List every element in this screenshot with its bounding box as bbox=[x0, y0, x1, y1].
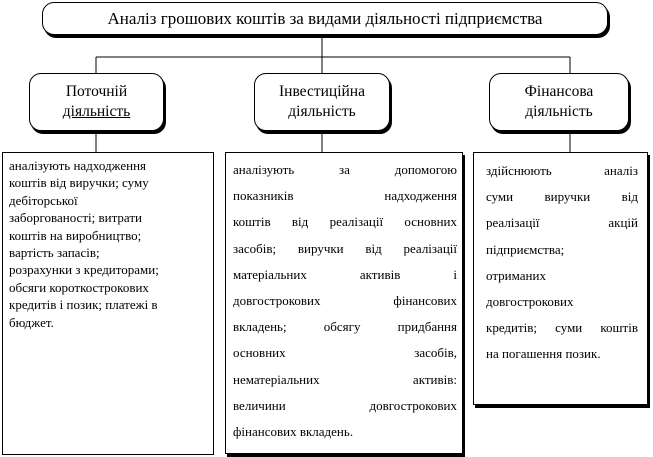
detail-investment-line: засобів; виручки від реалізації bbox=[233, 240, 457, 256]
detail-financial-line: здійснюють аналіз bbox=[486, 163, 638, 178]
detail-current-line: коштів на виробництво; bbox=[9, 227, 142, 243]
category-current-activity bbox=[29, 73, 164, 131]
detail-financial-line: на погашення позик. bbox=[486, 346, 601, 362]
detail-current-text bbox=[9, 157, 209, 331]
detail-investment-line: матеріальних активів і bbox=[233, 266, 457, 282]
category-current-line1: Поточній bbox=[65, 82, 128, 100]
detail-current-line: коштів від виручки; суму bbox=[9, 175, 149, 191]
detail-financial-line: кредитів; суми коштів bbox=[486, 320, 638, 336]
detail-current-line: обсяги короткострокових bbox=[9, 279, 149, 295]
detail-investment-line: величини довгострокових bbox=[233, 397, 457, 413]
category-investment-activity bbox=[254, 73, 390, 131]
detail-current-line: дебіторської bbox=[9, 192, 78, 208]
category-investment-line2: діяльність bbox=[288, 103, 356, 120]
detail-investment-line: коштів від реалізації основних bbox=[233, 214, 457, 230]
detail-investment-line: довгострокових фінансових bbox=[233, 293, 457, 309]
detail-current-line: розрахунки з кредиторами; bbox=[9, 262, 159, 278]
detail-investment-line: основних засобів, bbox=[233, 345, 457, 361]
detail-investment-line: фінансових вкладень. bbox=[233, 424, 354, 440]
detail-financial-line: суми виручки від bbox=[486, 189, 638, 205]
diagram-title-text: Аналіз грошових коштів за видами діяльності підприємства bbox=[107, 8, 543, 28]
detail-current-line: заборгованості; витрати bbox=[9, 210, 142, 226]
detail-current-line: аналізують надходження bbox=[9, 158, 147, 173]
category-financial-activity bbox=[489, 73, 629, 131]
detail-investment-line: показників надходження bbox=[233, 188, 457, 204]
detail-current-line: вартість запасів; bbox=[9, 245, 100, 261]
detail-investment-line: нематеріальних активів: bbox=[233, 371, 457, 387]
diagram-title bbox=[42, 2, 608, 35]
category-current-line2: діяльність bbox=[62, 103, 131, 120]
category-investment-line1: Інвестиційна bbox=[279, 82, 365, 100]
detail-financial-line: довгострокових bbox=[486, 294, 574, 310]
detail-investment-line: вкладень; обсягу придбання bbox=[233, 319, 457, 335]
detail-investment-text bbox=[233, 157, 457, 445]
detail-financial-line: отриманих bbox=[486, 267, 546, 283]
detail-financial-line: підприємства; bbox=[486, 241, 565, 257]
category-financial-line2: діяльність bbox=[525, 103, 593, 120]
detail-current-line: бюджет. bbox=[9, 314, 54, 330]
detail-financial-line: реалізації акцій bbox=[486, 215, 638, 231]
detail-investment-line: аналізують за допомогою bbox=[233, 162, 457, 177]
category-financial-line1: Фінансова bbox=[524, 82, 594, 100]
detail-financial-text bbox=[486, 158, 638, 368]
detail-current-line: кредитів і позик; платежі в bbox=[9, 297, 158, 313]
